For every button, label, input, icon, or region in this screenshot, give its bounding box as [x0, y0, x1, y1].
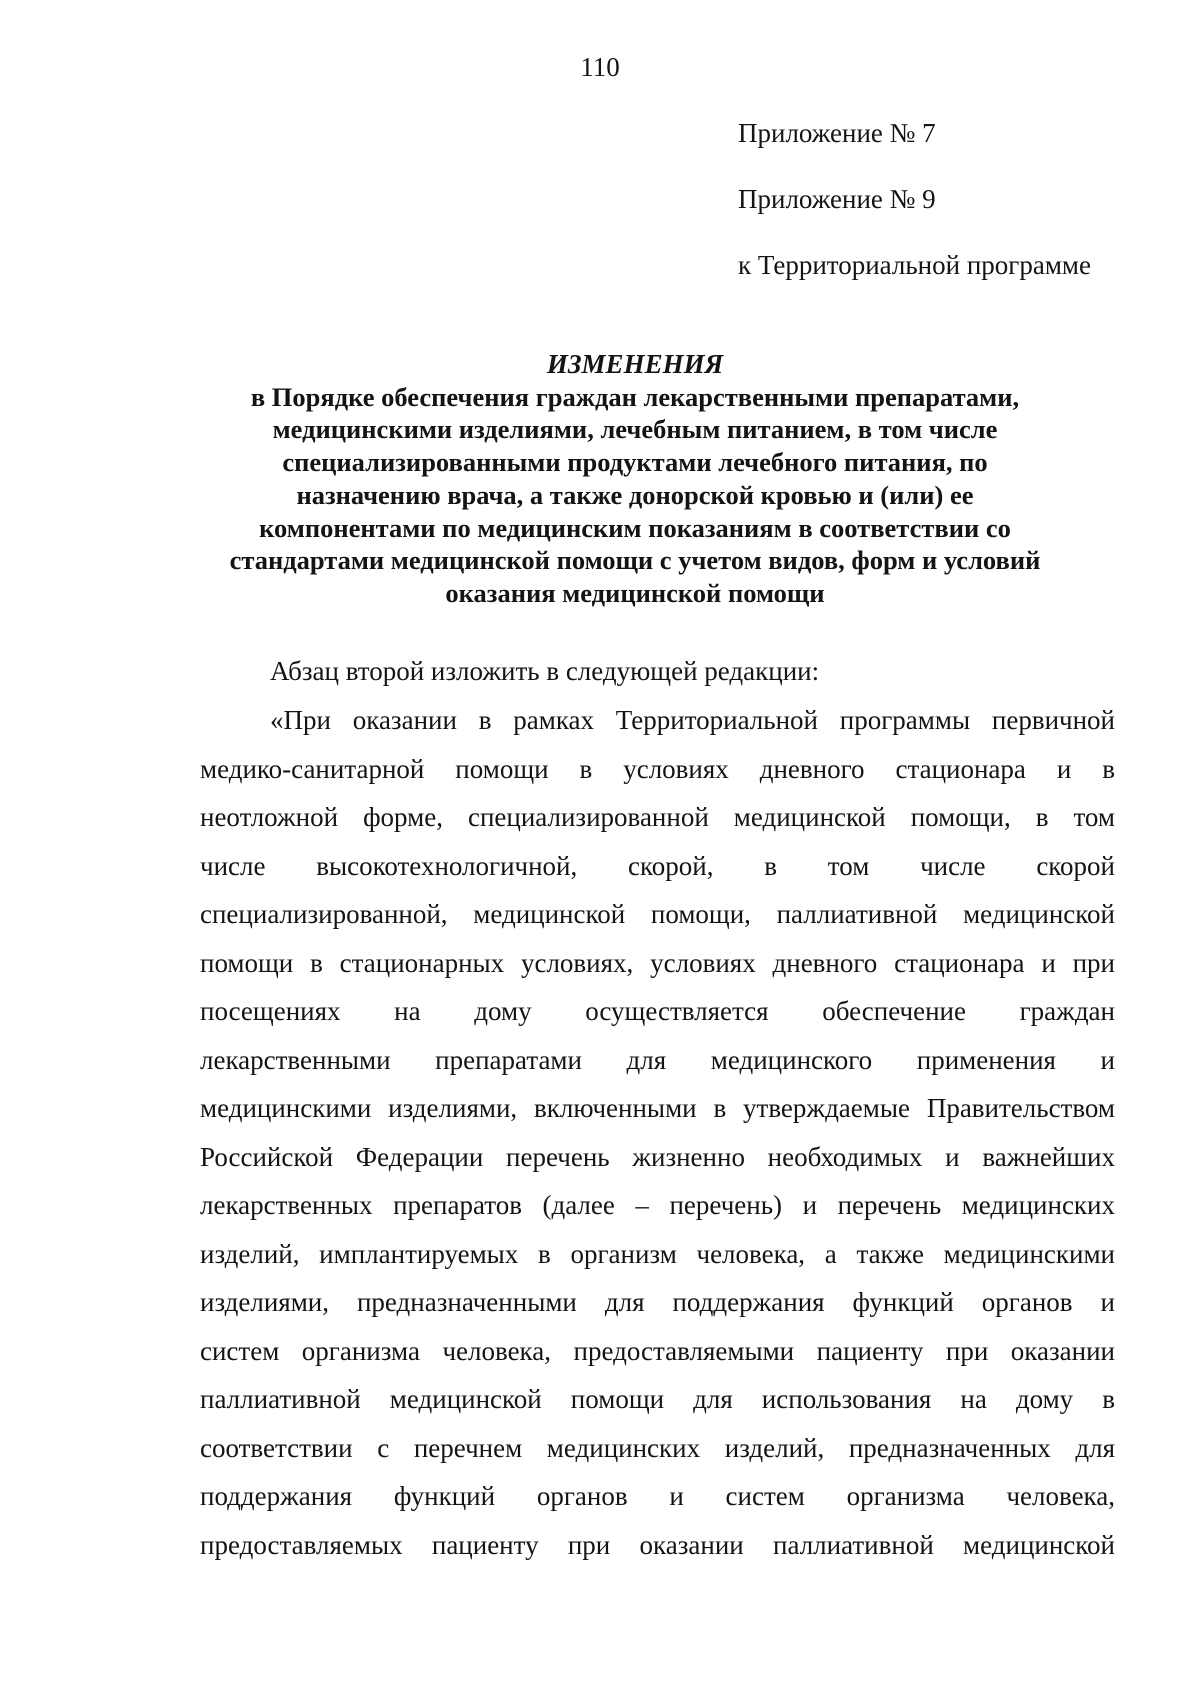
heading-title: ИЗМЕНЕНИЯ — [546, 349, 724, 379]
body-line: помощи в стационарных условиях, условиях дневного стационара и при — [200, 947, 1115, 978]
body-line: неотложной форме, специализированной медицинской помощи, в том — [200, 802, 1115, 832]
body-line: систем организма человека, предоставляемыми пациенту при оказании — [200, 1335, 1115, 1366]
body-line: поддержания функций органов и систем организма человека, — [200, 1481, 1115, 1511]
heading-line: в Порядке обеспечения граждан лекарственными препаратами, — [250, 381, 1020, 412]
appendix-block — [738, 115, 1091, 313]
heading-line: компонентами по медицинским показаниям в соответствии со — [259, 512, 1011, 543]
body-paragraph — [200, 702, 1115, 1575]
heading-line: стандартами медицинской помощи с учетом видов, форм и условий — [229, 545, 1041, 576]
body-line: «При оказании в рамках Территориальной программы первичной — [270, 705, 1115, 735]
appendix-program-reference: к Территориальной программе — [738, 250, 1091, 280]
heading-line: назначению врача, а также донорской кровью и (или) ее — [296, 479, 974, 510]
page-number: 110 — [580, 52, 620, 82]
body-line: лекарственными препаратами для медицинского применения и — [200, 1044, 1115, 1075]
body-line: специализированной, медицинской помощи, паллиативной медицинской — [200, 899, 1115, 929]
body-line: соответствии с перечнем медицинских изделий, предназначенных для — [200, 1432, 1115, 1463]
body-line: паллиативной медицинской помощи для использования на дому в — [200, 1384, 1115, 1414]
body-line: Российской Федерации перечень жизненно необходимых и важнейших — [200, 1141, 1115, 1172]
body-line: числе высокотехнологичной, скорой, в том числе скорой — [200, 850, 1115, 881]
body-line: посещениях на дому осуществляется обеспечение граждан — [200, 996, 1115, 1026]
body-line: изделиями, предназначенными для поддержания функций органов и — [200, 1287, 1115, 1317]
intro-paragraph: Абзац второй изложить в следующей редакции: — [270, 656, 820, 686]
body-line: медико-санитарной помощи в условиях дневного стационара и в — [200, 753, 1115, 784]
body-line: предоставляемых пациенту при оказании паллиативной медицинской — [200, 1529, 1115, 1560]
body-line: изделий, имплантируемых в организм человека, а также медицинскими — [200, 1238, 1115, 1269]
appendix-number-9: Приложение № 9 — [738, 184, 936, 214]
body-line: медицинскими изделиями, включенными в утверждаемые Правительством — [200, 1093, 1115, 1123]
heading-line: медицинскими изделиями, лечебным питанием, в том числе — [272, 414, 998, 445]
appendix-number-7: Приложение № 7 — [738, 118, 936, 148]
document-heading — [170, 348, 1100, 610]
heading-line: оказания медицинской помощи — [445, 577, 825, 608]
body-line: лекарственных препаратов (далее – перечень) и перечень медицинских — [200, 1190, 1115, 1220]
heading-line: специализированными продуктами лечебного питания, по — [282, 447, 988, 478]
